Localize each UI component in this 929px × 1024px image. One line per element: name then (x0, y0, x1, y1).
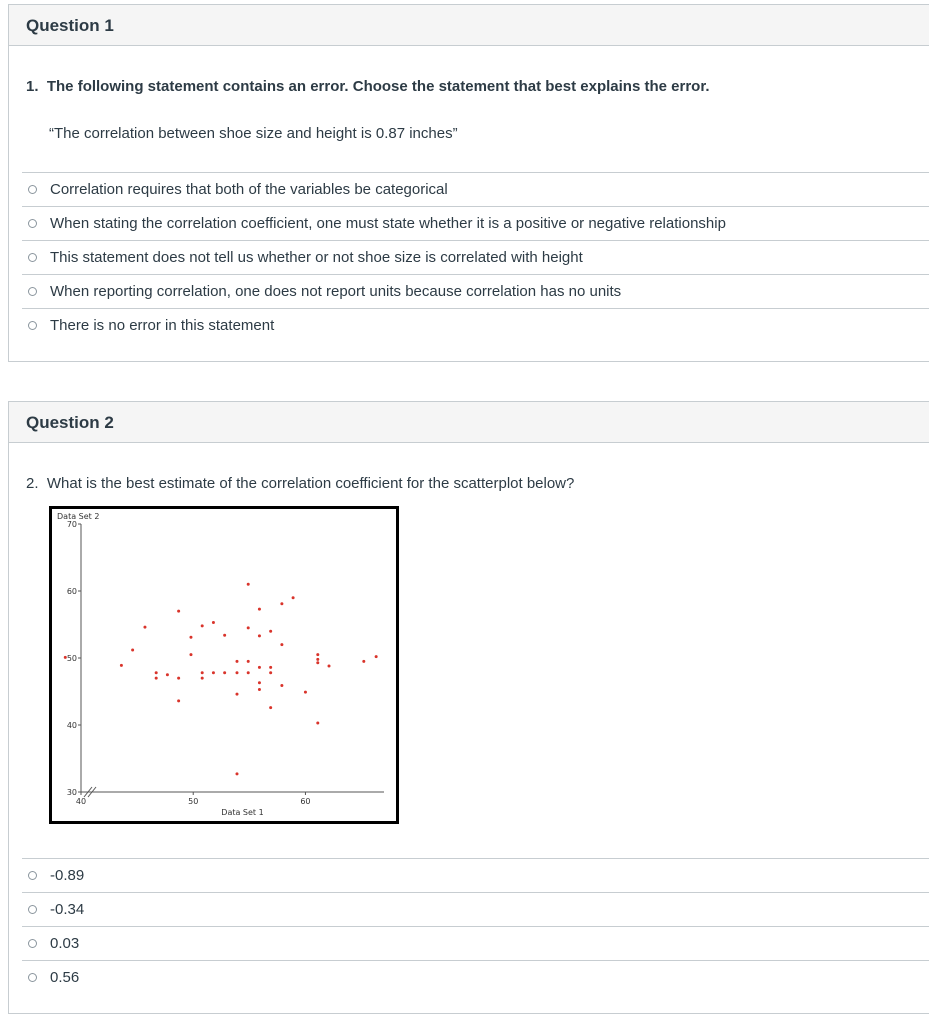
question-1-prompt (26, 78, 710, 95)
scatterplot-svg (52, 509, 396, 821)
data-point (280, 602, 283, 605)
radio-button[interactable] (28, 321, 37, 330)
answer-option[interactable] (22, 960, 929, 994)
question-1-statement: “The correlation between shoe size and height is 0.87 inches” (49, 125, 458, 142)
data-point (328, 665, 331, 668)
data-point (292, 596, 295, 599)
data-point (131, 648, 134, 651)
data-point (247, 583, 250, 586)
answer-label: This statement does not tell us whether or not shoe size is correlated with height (50, 249, 583, 266)
data-point (223, 634, 226, 637)
answer-label: Correlation requires that both of the variables be categorical (50, 181, 448, 198)
radio-button[interactable] (28, 905, 37, 914)
question-2-header: Question 2 (9, 402, 929, 443)
question-1-number: 1. (26, 78, 39, 95)
data-point (247, 660, 250, 663)
question-2-prompt (26, 475, 574, 492)
chart-title: Data Set 2 (57, 512, 100, 521)
data-point (212, 671, 215, 674)
radio-button[interactable] (28, 219, 37, 228)
scatterplot (49, 506, 399, 824)
data-point (155, 677, 158, 680)
data-point (201, 677, 204, 680)
answer-label: When reporting correlation, one does not report units because correlation has no units (50, 283, 622, 300)
data-point (235, 693, 238, 696)
data-point (258, 608, 261, 611)
y-tick-label: 60 (66, 587, 77, 596)
question-1-prompt-text: The following statement contains an error. Choose the statement that best explains the error. (46, 78, 710, 95)
radio-button[interactable] (28, 939, 37, 948)
answer-label: When stating the correlation coefficient, one must state whether it is a positive or negative relationship (50, 215, 726, 232)
data-points (64, 583, 378, 776)
data-point (120, 664, 123, 667)
question-1-answer-list (22, 172, 929, 342)
data-point (235, 671, 238, 674)
radio-button[interactable] (28, 871, 37, 880)
data-point (201, 624, 204, 627)
answer-option[interactable] (22, 308, 929, 342)
answer-option[interactable] (22, 240, 929, 274)
radio-button[interactable] (28, 253, 37, 262)
answer-label: 0.03 (50, 935, 80, 952)
data-point (64, 656, 67, 659)
answer-option[interactable] (22, 274, 929, 308)
data-point (223, 671, 226, 674)
data-point (189, 653, 192, 656)
data-point (177, 610, 180, 613)
answer-option[interactable] (22, 926, 929, 960)
y-tick-label: 30 (66, 788, 77, 797)
radio-button[interactable] (28, 185, 37, 194)
data-point (212, 621, 215, 624)
data-point (247, 626, 250, 629)
data-point (258, 634, 261, 637)
y-tick-label: 70 (66, 520, 77, 529)
x-axis-ticks (76, 792, 311, 806)
data-point (316, 653, 319, 656)
answer-label: -0.89 (50, 867, 85, 884)
question-1-header: Question 1 (9, 5, 929, 46)
answer-label: There is no error in this statement (50, 317, 275, 334)
data-point (143, 626, 146, 629)
data-point (316, 721, 319, 724)
data-point (189, 636, 192, 639)
data-point (155, 671, 158, 674)
x-tick-label: 50 (188, 797, 199, 806)
data-point (177, 699, 180, 702)
data-point (166, 673, 169, 676)
question-2-answer-list (22, 858, 929, 994)
data-point (269, 706, 272, 709)
data-point (201, 671, 204, 674)
question-2-number: 2. (26, 475, 39, 492)
question-2-prompt-text: What is the best estimate of the correlation coefficient for the scatterplot below? (46, 475, 575, 492)
answer-option[interactable] (22, 172, 929, 206)
answer-option[interactable] (22, 858, 929, 892)
answer-label: -0.34 (50, 901, 85, 918)
answer-option[interactable] (22, 206, 929, 240)
data-point (235, 660, 238, 663)
data-point (235, 772, 238, 775)
radio-button[interactable] (28, 287, 37, 296)
y-tick-label: 40 (66, 721, 77, 730)
answer-option[interactable] (22, 892, 929, 926)
radio-button[interactable] (28, 973, 37, 982)
data-point (258, 681, 261, 684)
y-tick-label: 50 (66, 654, 77, 663)
answer-label: 0.56 (50, 969, 80, 986)
data-point (316, 658, 319, 661)
data-point (280, 684, 283, 687)
data-point (269, 630, 272, 633)
data-point (362, 660, 365, 663)
data-point (375, 655, 378, 658)
y-axis-ticks (67, 520, 81, 797)
data-point (269, 671, 272, 674)
x-tick-label: 60 (300, 797, 311, 806)
data-point (177, 677, 180, 680)
data-point (258, 688, 261, 691)
data-point (269, 666, 272, 669)
data-point (258, 666, 261, 669)
question-1-panel (8, 4, 929, 362)
x-axis-label: Data Set 1 (221, 808, 264, 817)
data-point (304, 691, 307, 694)
data-point (316, 661, 319, 664)
data-point (247, 671, 250, 674)
question-2-panel (8, 401, 929, 1014)
x-tick-label: 40 (75, 797, 87, 806)
data-point (280, 643, 283, 646)
